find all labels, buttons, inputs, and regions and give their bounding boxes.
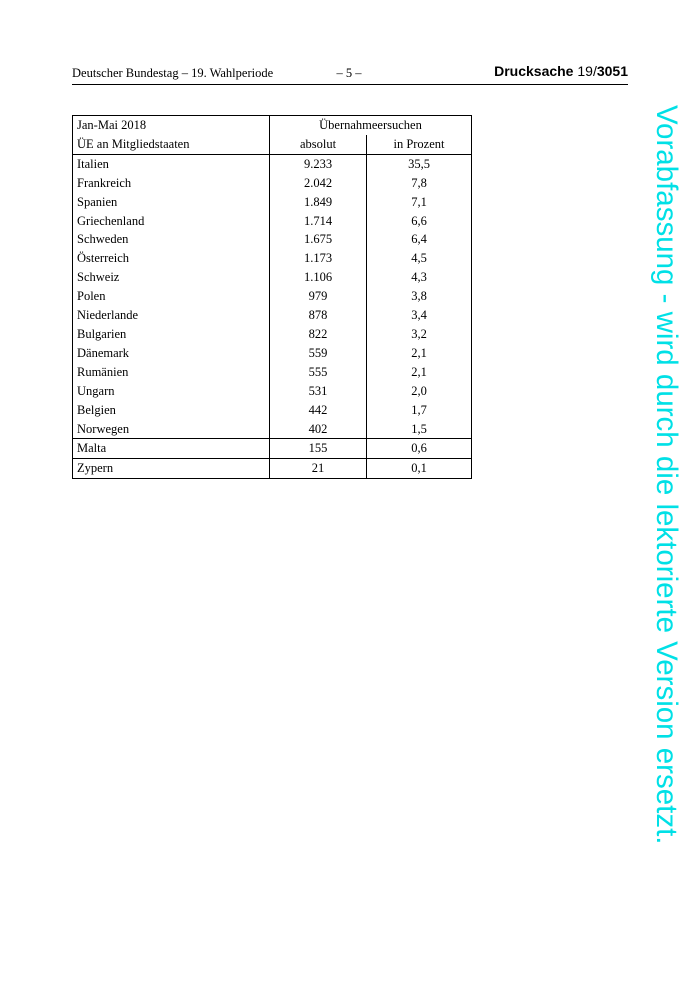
transfer-requests-table: [72, 115, 472, 479]
group-header-cell: Übernahmeersuchen: [270, 116, 472, 135]
absolut-cell: 442: [270, 401, 367, 420]
table-row: [73, 287, 472, 306]
country-cell: Spanien: [73, 193, 270, 212]
page-number: – 5 –: [336, 66, 362, 80]
col-absolut-header: absolut: [270, 135, 367, 154]
table-row: [73, 420, 472, 439]
row-header-cell: ÜE an Mitgliedstaaten: [73, 135, 270, 154]
table-row: [73, 401, 472, 420]
absolut-cell: 878: [270, 306, 367, 325]
table-row: [73, 439, 472, 459]
table-row: [73, 268, 472, 287]
country-cell: Rumänien: [73, 363, 270, 382]
absolut-cell: 2.042: [270, 174, 367, 193]
table-row: [73, 249, 472, 268]
draft-watermark: Vorabfassung - wird durch die lektorierte Version ersetzt.: [650, 105, 683, 845]
country-cell: Polen: [73, 287, 270, 306]
header-parliament: Deutscher Bundestag – 19. Wahlperiode: [72, 66, 274, 80]
table-row: [73, 306, 472, 325]
prozent-cell: 0,1: [367, 459, 472, 479]
table-row: [73, 325, 472, 344]
absolut-cell: 555: [270, 363, 367, 382]
country-cell: Schweden: [73, 230, 270, 249]
prozent-cell: 7,8: [367, 174, 472, 193]
drucksache-id: 3051: [596, 63, 628, 79]
prozent-cell: 2,1: [367, 344, 472, 363]
prozent-cell: 4,3: [367, 268, 472, 287]
table-row: [73, 344, 472, 363]
country-cell: Norwegen: [73, 420, 270, 439]
country-cell: Niederlande: [73, 306, 270, 325]
prozent-cell: 1,7: [367, 401, 472, 420]
table-header-row-1: [73, 116, 472, 135]
prozent-cell: 35,5: [367, 154, 472, 173]
table-row: [73, 459, 472, 479]
prozent-cell: 4,5: [367, 249, 472, 268]
country-cell: Zypern: [73, 459, 270, 479]
country-cell: Dänemark: [73, 344, 270, 363]
drucksache-label: Drucksache: [494, 63, 574, 79]
prozent-cell: 6,4: [367, 230, 472, 249]
prozent-cell: 1,5: [367, 420, 472, 439]
table-row: [73, 154, 472, 173]
drucksache-prefix: 19/: [577, 63, 597, 79]
prozent-cell: 3,4: [367, 306, 472, 325]
col-prozent-header: in Prozent: [367, 135, 472, 154]
page-header: [72, 62, 628, 85]
absolut-cell: 1.173: [270, 249, 367, 268]
absolut-cell: 1.714: [270, 212, 367, 231]
absolut-cell: 21: [270, 459, 367, 479]
period-cell: Jan-Mai 2018: [73, 116, 270, 135]
prozent-cell: 2,1: [367, 363, 472, 382]
country-cell: Italien: [73, 154, 270, 173]
country-cell: Belgien: [73, 401, 270, 420]
prozent-cell: 3,8: [367, 287, 472, 306]
country-cell: Bulgarien: [73, 325, 270, 344]
absolut-cell: 559: [270, 344, 367, 363]
drucksache-number: [494, 63, 628, 79]
prozent-cell: 6,6: [367, 212, 472, 231]
prozent-cell: 3,2: [367, 325, 472, 344]
country-cell: Griechenland: [73, 212, 270, 231]
country-cell: Schweiz: [73, 268, 270, 287]
prozent-cell: 7,1: [367, 193, 472, 212]
absolut-cell: 531: [270, 382, 367, 401]
absolut-cell: 1.106: [270, 268, 367, 287]
prozent-cell: 2,0: [367, 382, 472, 401]
table-row: [73, 363, 472, 382]
prozent-cell: 0,6: [367, 439, 472, 459]
absolut-cell: 822: [270, 325, 367, 344]
country-cell: Malta: [73, 439, 270, 459]
table-header-row-2: [73, 135, 472, 154]
country-cell: Frankreich: [73, 174, 270, 193]
absolut-cell: 979: [270, 287, 367, 306]
table-row: [73, 212, 472, 231]
table-row: [73, 193, 472, 212]
absolut-cell: 1.675: [270, 230, 367, 249]
table-row: [73, 230, 472, 249]
absolut-cell: 1.849: [270, 193, 367, 212]
table-row: [73, 382, 472, 401]
absolut-cell: 9.233: [270, 154, 367, 173]
absolut-cell: 155: [270, 439, 367, 459]
country-cell: Österreich: [73, 249, 270, 268]
country-cell: Ungarn: [73, 382, 270, 401]
absolut-cell: 402: [270, 420, 367, 439]
table-row: [73, 174, 472, 193]
